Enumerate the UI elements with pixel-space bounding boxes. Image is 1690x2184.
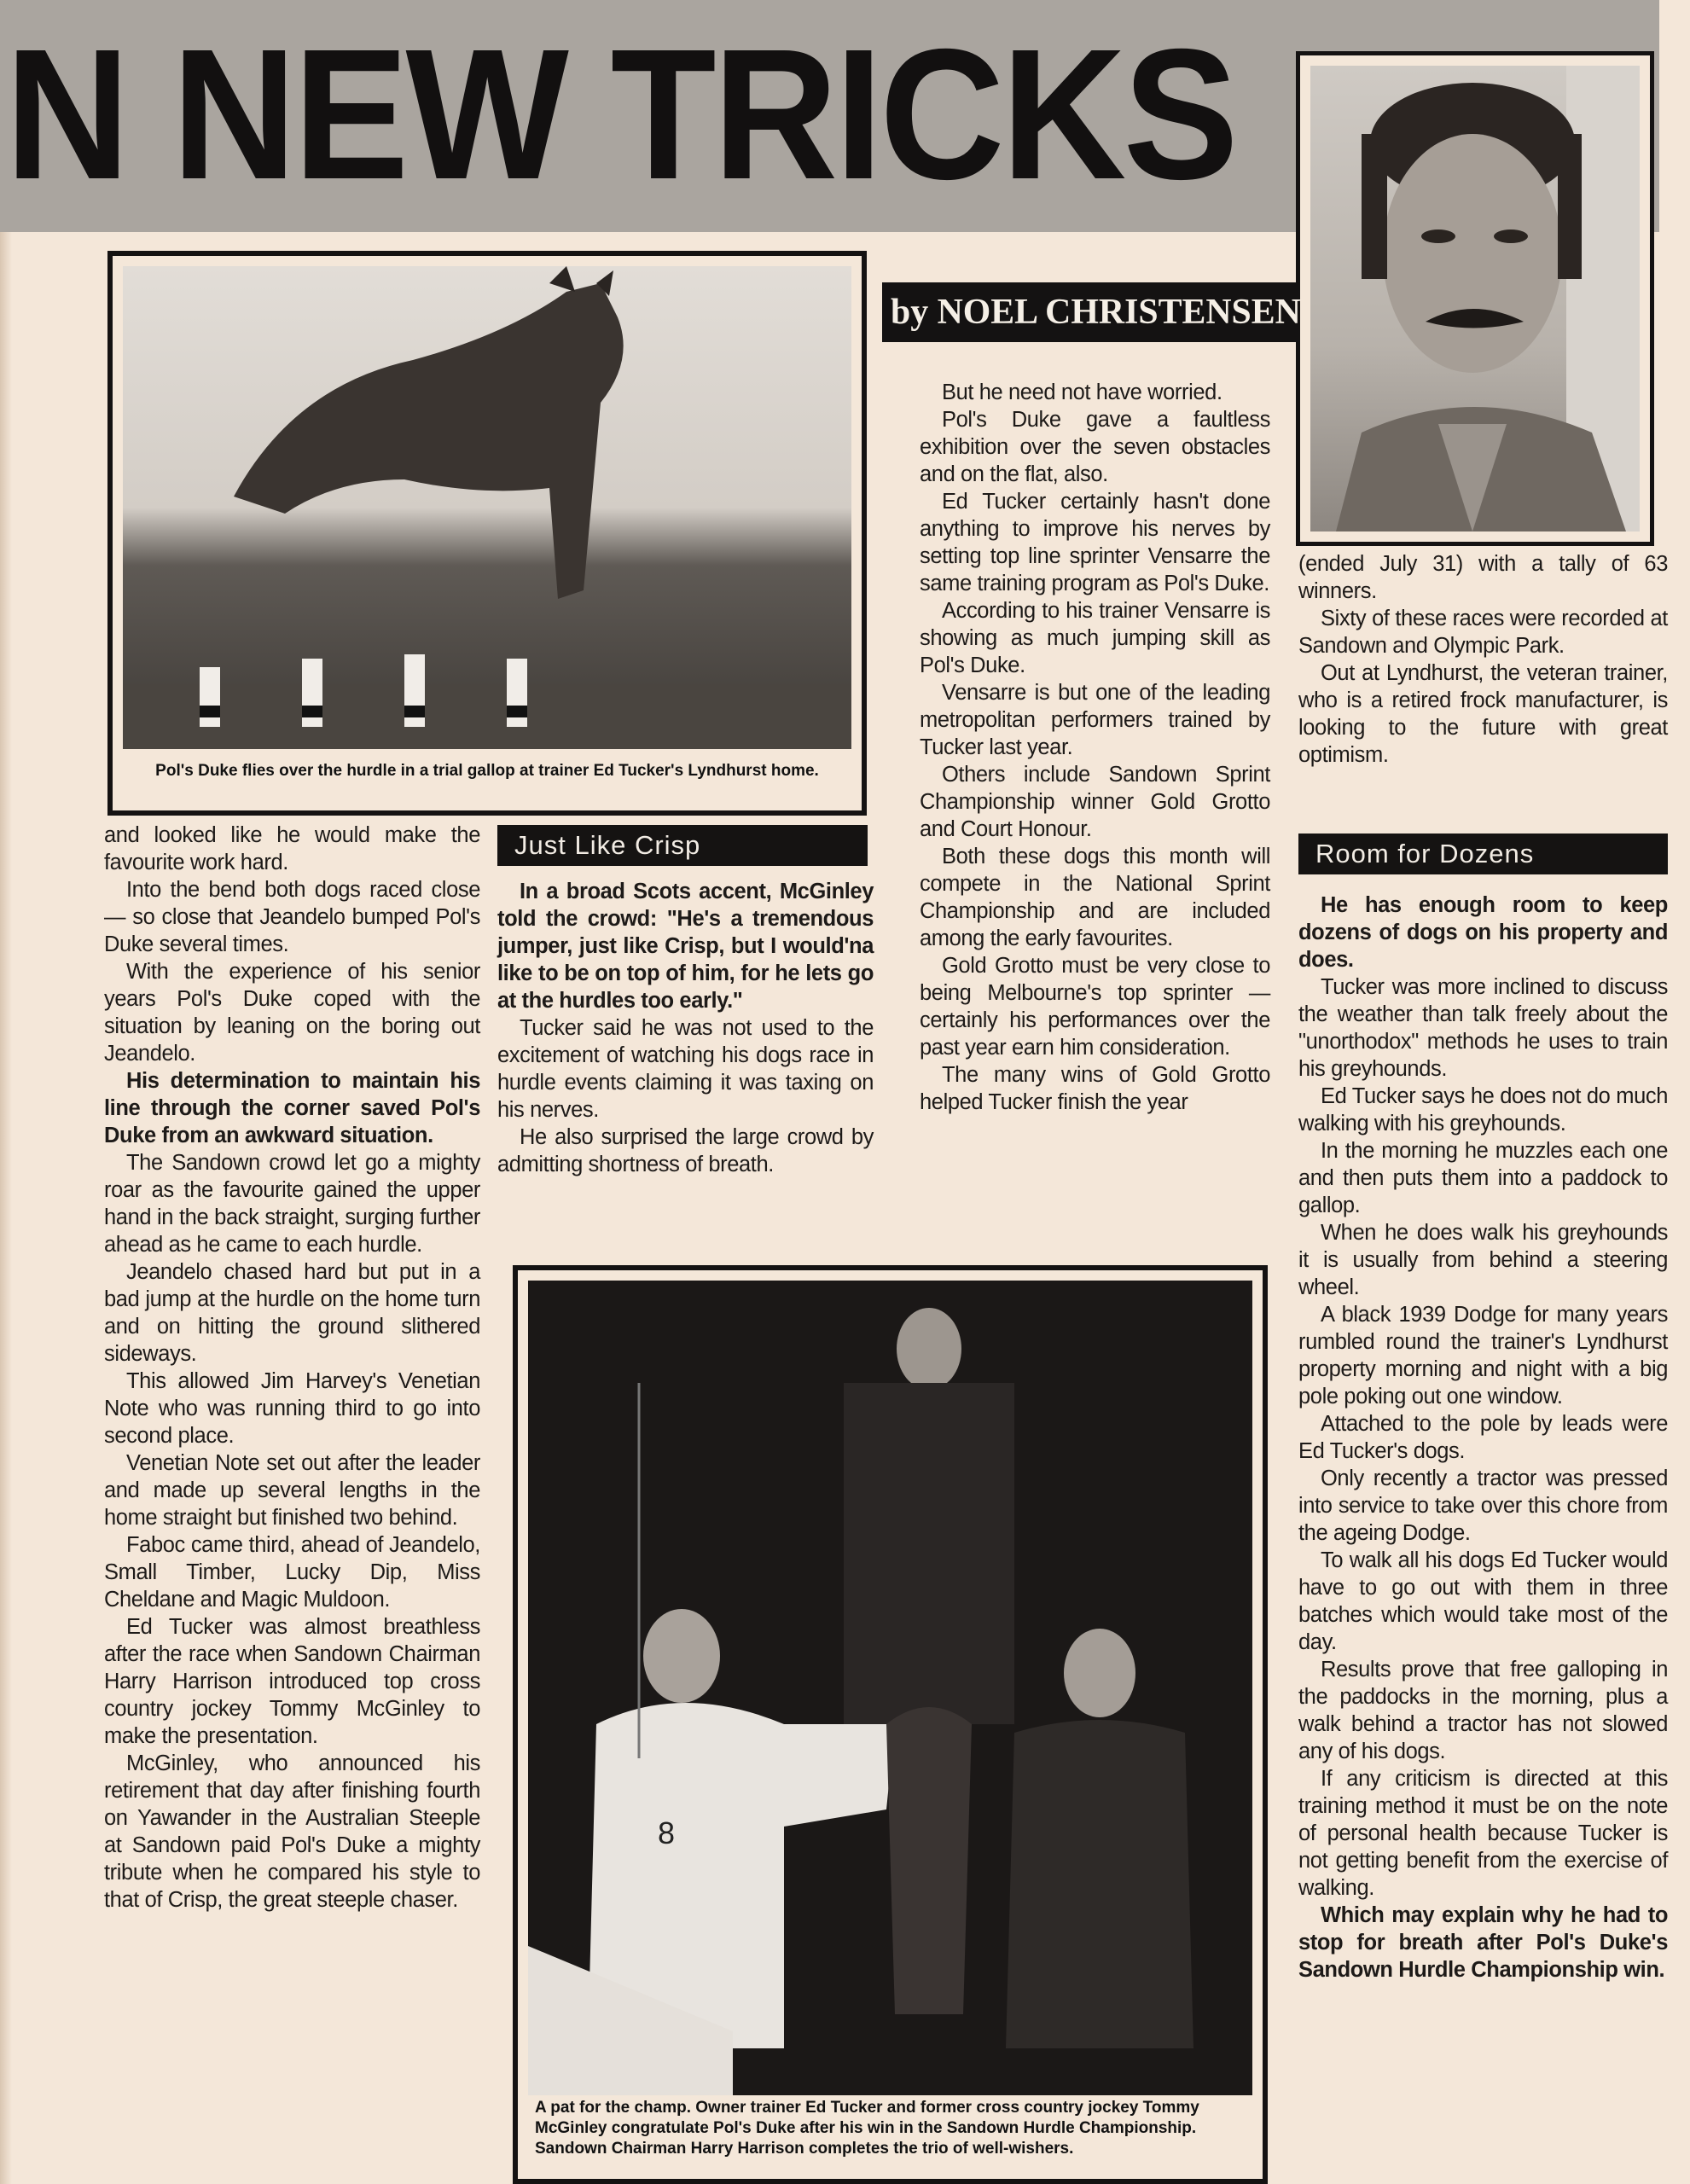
three-men-with-greyhound-icon xyxy=(528,1281,1252,2095)
hurdle-image xyxy=(123,266,851,749)
paragraph: With the experience of his senior years Pol's Duke coped with the situation by leaning on the boring out Jeandelo. xyxy=(104,960,480,1066)
column-4-top xyxy=(1298,550,1668,769)
paragraph: This allowed Jim Harvey's Venetian Note who was running third to go into second place. xyxy=(104,1369,480,1448)
paragraph: Ed Tucker says he does not do much walking with his greyhounds. xyxy=(1298,1084,1668,1136)
paragraph: Into the bend both dogs raced close — so close that Jeandelo bumped Pol's Duke several times. xyxy=(104,878,480,956)
paragraph: When he does walk his greyhounds it is usually from behind a steering wheel. xyxy=(1298,1221,1668,1299)
paragraph: Sixty of these races were recorded at Sandown and Olympic Park. xyxy=(1298,607,1668,658)
paragraph: Gold Grotto must be very close to being Melbourne's top sprinter — certainly his performances over the past year earn him consideration. xyxy=(920,954,1270,1060)
paragraph: The many wins of Gold Grotto helped Tucker finish the year xyxy=(920,1063,1270,1114)
paragraph: Jeandelo chased hard but put in a bad jump at the hurdle on the home turn and on hitting the ground slithered sideways. xyxy=(104,1260,480,1366)
paragraph: According to his trainer Vensarre is showing as much jumping skill as Pol's Duke. xyxy=(920,599,1270,677)
paragraph: McGinley, who announced his retirement that day after finishing fourth on Yawander in the Australian Steeple at Sandown paid Pol's Duke a mighty tribute when he compared his style to that of Crisp, the great steeple chaser. xyxy=(104,1751,480,1912)
paragraph: To walk all his dogs Ed Tucker would have to go out with them in three batches which would take most of the day. xyxy=(1298,1548,1668,1654)
column-2 xyxy=(497,878,874,1178)
column-1 xyxy=(104,822,480,1914)
subheading-room-for-dozens: Room for Dozens xyxy=(1298,834,1668,874)
portrait-image xyxy=(1310,66,1640,531)
paragraph-bold: In a broad Scots accent, McGinley told the crowd: "He's a tremendous jumper, just like Crisp, but I would'na like to be on top of him, for he lets go at the hurdles too early." xyxy=(497,880,874,1013)
paragraph: Results prove that free galloping in the paddocks in the morning, plus a walk behind a tractor has not slowed any of his dogs. xyxy=(1298,1658,1668,1763)
paragraph: Out at Lyndhurst, the veteran trainer, who is a retired frock manufacturer, is looking to the future with great optimism. xyxy=(1298,661,1668,767)
paragraph: If any criticism is directed at this training method it must be on the note of personal health because Tucker is not getting benefit from the exercise of walking. xyxy=(1298,1767,1668,1900)
paragraph: Tucker was more inclined to discuss the weather than talk freely about the "unorthodox" methods he uses to train his greyhounds. xyxy=(1298,975,1668,1081)
subheading-just-like-crisp: Just Like Crisp xyxy=(497,825,868,866)
column-4 xyxy=(1298,892,1668,1984)
paragraph: (ended July 31) with a tally of 63 winners. xyxy=(1298,552,1668,603)
portrait-photo xyxy=(1296,51,1654,546)
page-edge-shadow xyxy=(0,0,12,2184)
byline: by NOEL CHRISTENSEN xyxy=(882,282,1300,342)
presentation-image xyxy=(528,1281,1252,2095)
column-3 xyxy=(920,379,1270,1116)
presentation-photo-caption: A pat for the champ. Owner trainer Ed Tucker and former cross country jockey Tommy McGinley congratulate Pol's Duke after his win in the Sandown Hurdle Championship. Sandown Chairman Harry Harrison completes the trio of well-wishers. xyxy=(535,2099,1199,2158)
paragraph: In the morning he muzzles each one and then puts them into a paddock to gallop. xyxy=(1298,1139,1668,1217)
paragraph: Ed Tucker certainly hasn't done anything to improve his nerves by setting top line sprinter Vensarre the same training program as Pol's Duke. xyxy=(920,490,1270,595)
paragraph: Others include Sandown Sprint Championship winner Gold Grotto and Court Honour. xyxy=(920,763,1270,841)
paragraph-bold: Which may explain why he had to stop for breath after Pol's Duke's Sandown Hurdle Championship win. xyxy=(1298,1903,1668,1982)
paragraph: Faboc came third, ahead of Jeandelo, Small Timber, Lucky Dip, Miss Cheldane and Magic Muldoon. xyxy=(104,1533,480,1612)
paragraph: Pol's Duke gave a faultless exhibition over the seven obstacles and on the flat, also. xyxy=(920,408,1270,486)
man-portrait-icon xyxy=(1310,66,1640,531)
paragraph-bold: He has enough room to keep dozens of dogs on his property and does. xyxy=(1298,893,1668,972)
paragraph: The Sandown crowd let go a mighty roar as the favourite gained the upper hand in the back straight, surging further ahead as he came to each hurdle. xyxy=(104,1151,480,1257)
paragraph: But he need not have worried. xyxy=(942,380,1222,404)
paragraph: Tucker said he was not used to the excitement of watching his dogs race in hurdle events claiming it was taxing on his nerves. xyxy=(497,1016,874,1122)
paragraph: Vensarre is but one of the leading metropolitan performers trained by Tucker last year. xyxy=(920,681,1270,759)
paragraph: and looked like he would make the favourite work hard. xyxy=(104,823,480,874)
hurdle-photo-caption: Pol's Duke flies over the hurdle in a trial gallop at trainer Ed Tucker's Lyndhurst home. xyxy=(155,762,819,780)
paragraph: Attached to the pole by leads were Ed Tucker's dogs. xyxy=(1298,1412,1668,1463)
jacket-number: 8 xyxy=(658,1815,676,1850)
paragraph: Ed Tucker was almost breathless after the race when Sandown Chairman Harry Harrison introduced top cross country jockey Tommy McGinley to make the presentation. xyxy=(104,1615,480,1748)
paragraph: Both these dogs this month will compete in the National Sprint Championship and are included among the early favourites. xyxy=(920,845,1270,950)
greyhound-jumping-icon xyxy=(123,266,851,749)
paragraph: Only recently a tractor was pressed into service to take over this chore from the ageing Dodge. xyxy=(1298,1467,1668,1545)
hurdle-photo xyxy=(107,251,867,816)
paragraph: A black 1939 Dodge for many years rumbled round the trainer's Lyndhurst property morning and night with a big pole poking out one window. xyxy=(1298,1303,1668,1409)
headline: N NEW TRICKS xyxy=(5,11,1236,218)
paragraph: Venetian Note set out after the leader and made up several lengths in the home straight but finished two behind. xyxy=(104,1451,480,1530)
presentation-photo xyxy=(513,1265,1268,2184)
paragraph-bold: His determination to maintain his line through the corner saved Pol's Duke from an awkward situation. xyxy=(104,1069,480,1147)
paragraph: He also surprised the large crowd by admitting shortness of breath. xyxy=(497,1125,874,1176)
